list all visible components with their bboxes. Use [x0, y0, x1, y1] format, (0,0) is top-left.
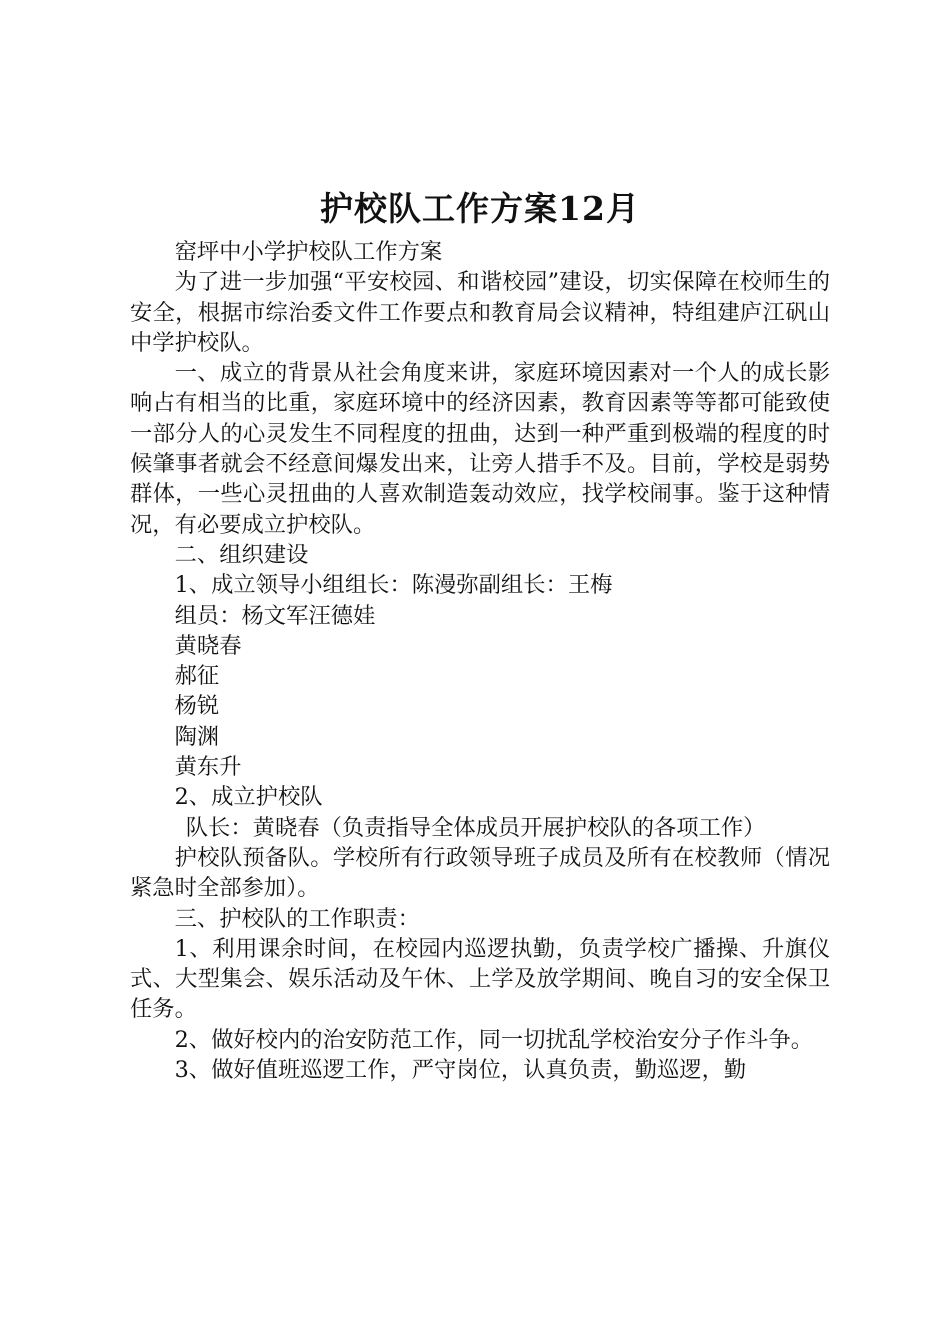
reserve-paragraph: 护校队预备队。学校所有行政领导班子成员及所有在校教师（情况紧急时全部参加）。	[130, 844, 830, 902]
duty-1-paragraph: 1、利用课余时间，在校园内巡逻执勤，负责学校广播操、升旗仪式、大型集会、娱乐活动及午休、上学及放学期间、晚自习的安全保卫任务。	[130, 935, 830, 1023]
item-1-leadership: 1、成立领导小组组长：陈漫弥副组长：王梅	[174, 572, 613, 599]
item-2-team: 2、成立护校队	[174, 784, 323, 811]
document-title: 护校队工作方案12月	[320, 189, 640, 228]
member-item: 陶渊	[174, 723, 220, 750]
section-1-paragraph: 一、成立的背景从社会角度来讲，家庭环境因素对一个人的成长影响占有相当的比重，家庭环境中的经济因素，教育因素等等都可能致使一部分人的心灵发生不同程度的扭曲，达到一种严重到极端的程度的时候肇事者就会不经意间爆发出来，让旁人措手不及。目前，学校是弱势群体，一些心灵扭曲的人喜欢制造轰动效应，找学校闹事。鉴于这种情况，有必要成立护校队。	[130, 360, 830, 538]
member-item: 杨锐	[174, 693, 220, 720]
members-label: 组员：杨文军汪德娃	[174, 602, 376, 629]
document-subtitle: 窑坪中小学护校队工作方案	[174, 239, 443, 265]
duty-3-paragraph: 3、做好值班巡逻工作，严守岗位，认真负责，勤巡逻，勤	[174, 1057, 747, 1084]
member-item: 黄晓春	[174, 632, 242, 659]
duty-2-paragraph: 2、做好校内的治安防范工作，同一切扰乱学校治安分子作斗争。	[174, 1026, 814, 1053]
document-page	[130, 183, 830, 1085]
document-body	[130, 237, 830, 1085]
intro-paragraph: 为了进一步加强“平安校园、和谐校园”建设，切实保障在校师生的安全，根据市综治委文件工作要点和教育局会议精神，特组建庐江矾山中学护校队。	[130, 269, 830, 356]
section-2-heading: 二、组织建设	[174, 541, 309, 568]
section-3-heading: 三、护校队的工作职责：	[174, 905, 420, 932]
captain-paragraph: 队长：黄晓春（负责指导全体成员开展护校队的各项工作）	[185, 814, 766, 841]
member-item: 郝征	[174, 663, 220, 690]
member-item: 黄东升	[174, 754, 242, 781]
